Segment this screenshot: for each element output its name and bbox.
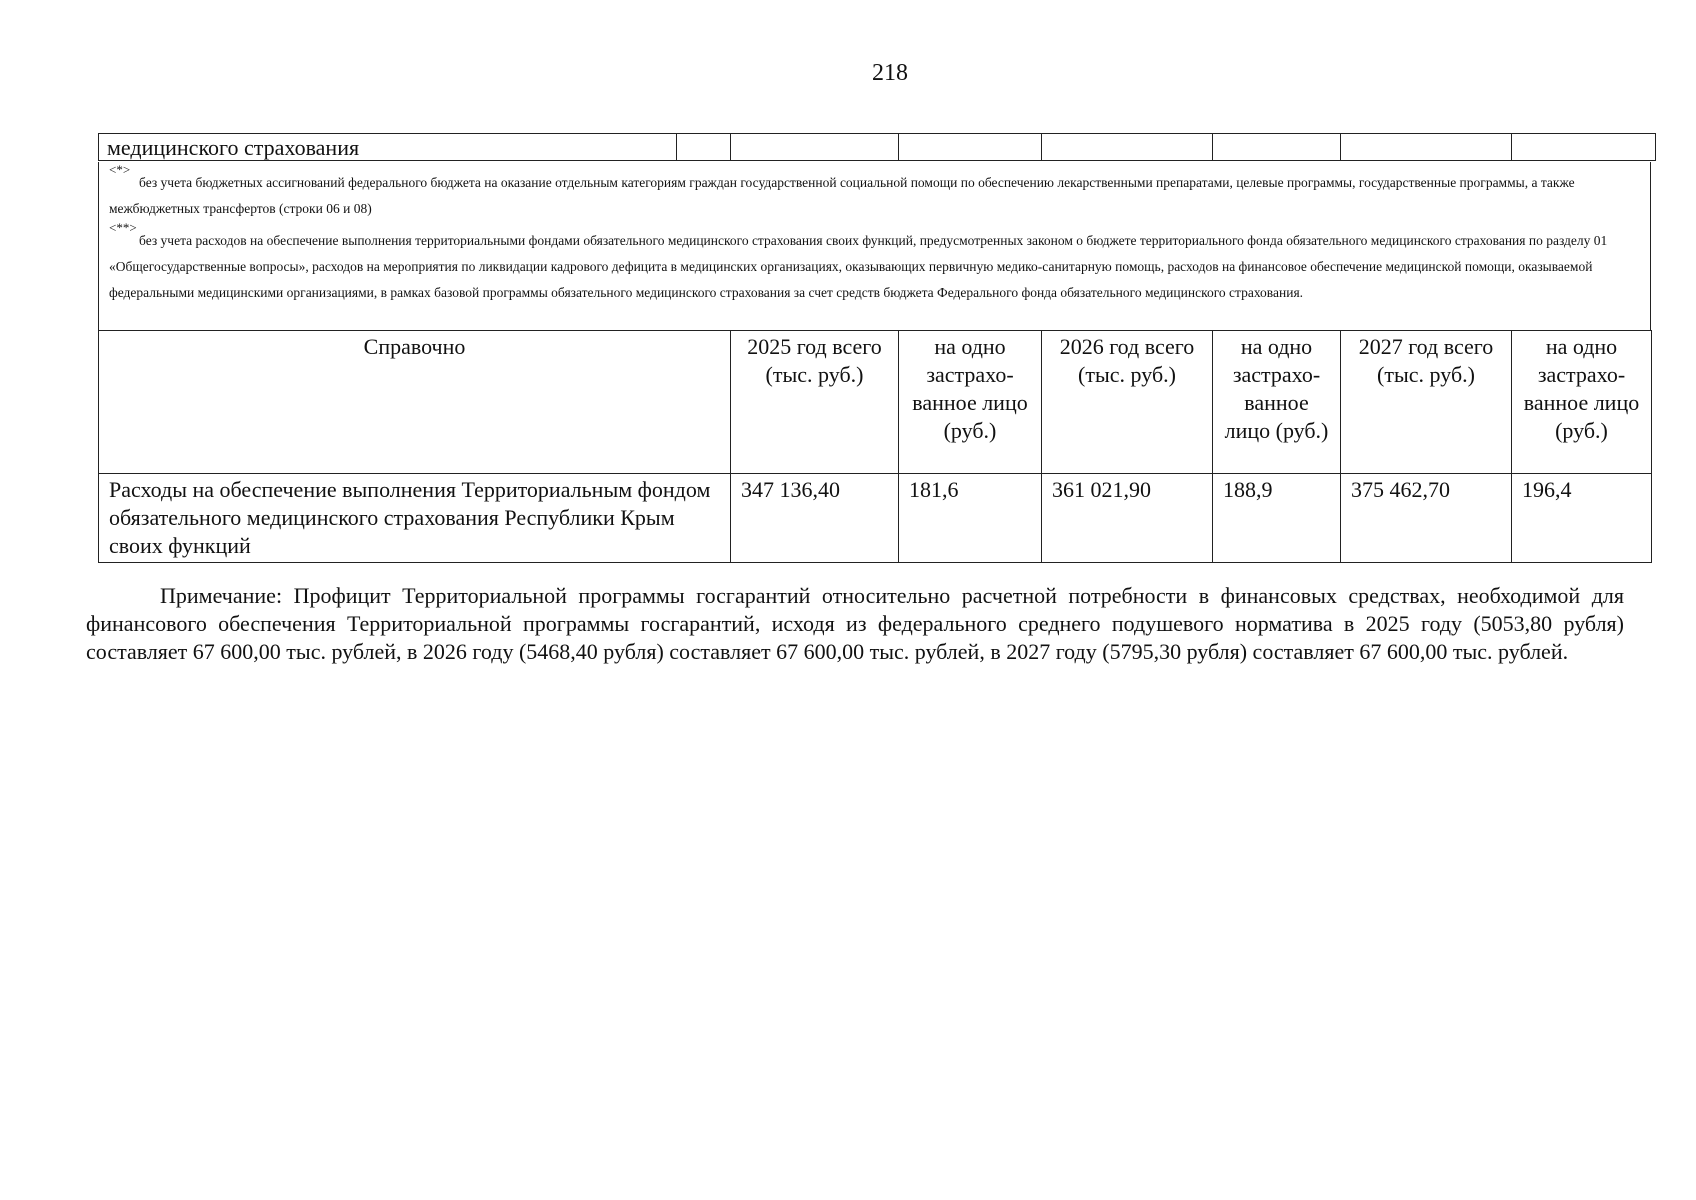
header-reference: Справочно <box>99 331 731 474</box>
cell-2026-per-person: 188,9 <box>1213 474 1341 563</box>
header-2025-per-person: на одно застрахо-ванное лицо (руб.) <box>899 331 1042 474</box>
cell-2026-total: 361 021,90 <box>1042 474 1213 563</box>
empty-cell <box>1512 134 1656 161</box>
table-header-row <box>99 331 1652 474</box>
footnote-marker: <**> <box>109 220 137 235</box>
empty-cell <box>677 134 731 161</box>
empty-cell <box>899 134 1042 161</box>
table-row <box>99 134 1656 161</box>
cell-2027-per-person: 196,4 <box>1512 474 1652 563</box>
empty-cell <box>1341 134 1512 161</box>
footnote-text: без учета бюджетных ассигнований федерального бюджета на оказание отдельным категориям граждан государственной социальной помощи по обеспечению лекарственными препаратами, целевые программы, государственные программы, а также межбюджетных трансфертов (строки 06 и 08) <box>109 175 1575 216</box>
cell-2025-per-person: 181,6 <box>899 474 1042 563</box>
reference-table <box>98 330 1652 563</box>
note-paragraph: Примечание: Профицит Территориальной программы госгарантий относительно расчетной потребности в финансовых средствах, необходимой для финансового обеспечения Территориальной программы госгарантий, исходя из федерального среднего подушевого норматива в 2025 году (5053,80 рубля) составляет 67 600,00 тыс. рублей, в 2026 году (5468,40 рубля) составляет 67 600,00 тыс. рублей, в 2027 году (5795,30 рубля) составляет 67 600,00 тыс. рублей. <box>86 583 1624 664</box>
cell-2027-total: 375 462,70 <box>1341 474 1512 563</box>
empty-cell <box>731 134 899 161</box>
footnote-2 <box>109 222 1640 306</box>
header-2027-total: 2027 год всего (тыс. руб.) <box>1341 331 1512 474</box>
continuation-row-table <box>98 133 1656 161</box>
header-2027-per-person: на одно застрахо-ванное лицо (руб.) <box>1512 331 1652 474</box>
footnote-1 <box>109 164 1640 222</box>
row-label: медицинского страхования <box>99 134 677 161</box>
footnote-text: без учета расходов на обеспечение выполнения территориальными фондами обязательного медицинского страхования своих функций, предусмотренных законом о бюджете территориального фонда обязательного медицинского страхования по разделу 01 «Общегосударственные вопросы», расходов на мероприятия по ликвидации кадрового дефицита в медицинских организациях, оказывающих первичную медико-санитарную помощь, расходов на финансовое обеспечение медицинской помощи, оказываемой федеральными медицинскими организациями, в рамках базовой программы обязательного медицинского страхования за счет средств бюджета Федерального фонда обязательного медицинского страхования. <box>109 233 1608 300</box>
row-description: Расходы на обеспечение выполнения Территориальным фондом обязательного медицинского страхования Республики Крым своих функций <box>99 474 731 563</box>
header-2025-total: 2025 год всего (тыс. руб.) <box>731 331 899 474</box>
page-number: 218 <box>872 60 908 86</box>
cell-2025-total: 347 136,40 <box>731 474 899 563</box>
footnotes-block <box>98 162 1651 330</box>
empty-cell <box>1042 134 1213 161</box>
footnote-marker: <*> <box>109 162 131 177</box>
header-2026-total: 2026 год всего (тыс. руб.) <box>1042 331 1213 474</box>
table-row <box>99 474 1652 563</box>
empty-cell <box>1213 134 1341 161</box>
header-2026-per-person: на одно застрахо-ванное лицо (руб.) <box>1213 331 1341 474</box>
